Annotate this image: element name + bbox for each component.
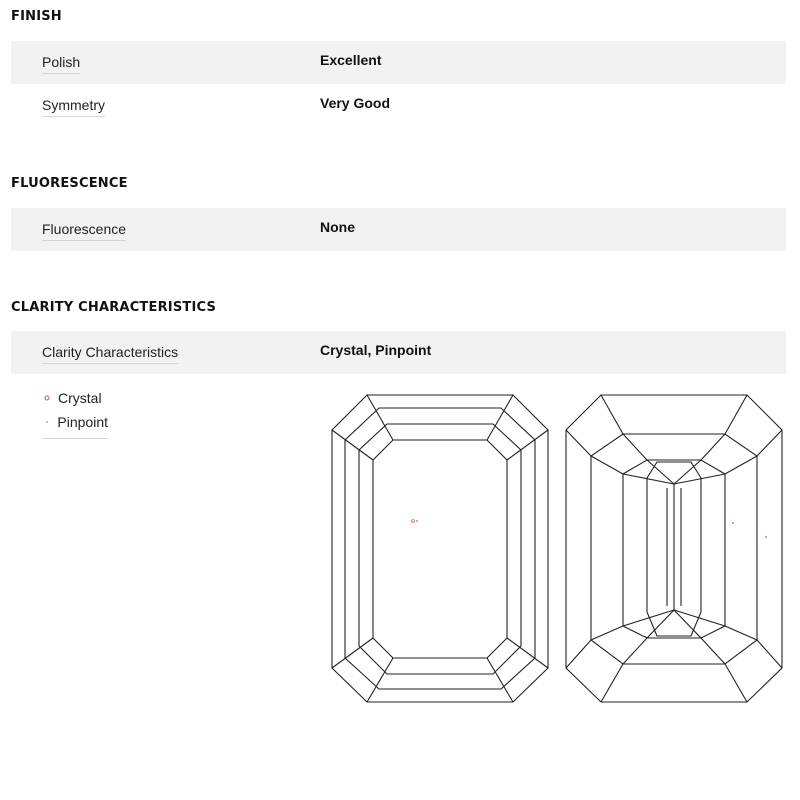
crystal-symbol-icon [42,395,52,401]
pavilion-plot-diagram [563,392,785,704]
pinpoint-mark-pavilion-1 [732,522,734,524]
clarity-characteristics-label[interactable]: Clarity Characteristics [42,344,178,364]
pinpoint-mark-crown [416,520,418,522]
polish-value: Excellent [320,52,382,68]
pinpoint-mark-pavilion-2 [765,536,767,538]
clarity-characteristics-row [11,331,786,374]
symmetry-row [11,84,786,127]
legend-item-pinpoint [42,410,108,434]
fluorescence-section-title: FLUORESCENCE [11,176,128,191]
legend-item-crystal [42,386,108,410]
clarity-section-title: CLARITY CHARACTERISTICS [11,300,217,315]
fluorescence-value: None [320,219,355,235]
crystal-mark [412,520,415,523]
symmetry-value: Very Good [320,95,391,111]
polish-label[interactable]: Polish [42,54,80,74]
clarity-characteristics-value: Crystal, Pinpoint [320,342,432,358]
clarity-legend [42,386,108,439]
fluorescence-row [11,208,786,251]
pinpoint-symbol-icon [42,420,51,424]
legend-crystal-label: Crystal [58,390,102,406]
finish-section-title: FINISH [11,9,62,24]
crown-plot-diagram [329,392,551,704]
legend-pinpoint-label: Pinpoint [57,414,108,430]
fluorescence-label[interactable]: Fluorescence [42,221,126,241]
symmetry-label[interactable]: Symmetry [42,97,105,117]
polish-row [11,41,786,84]
